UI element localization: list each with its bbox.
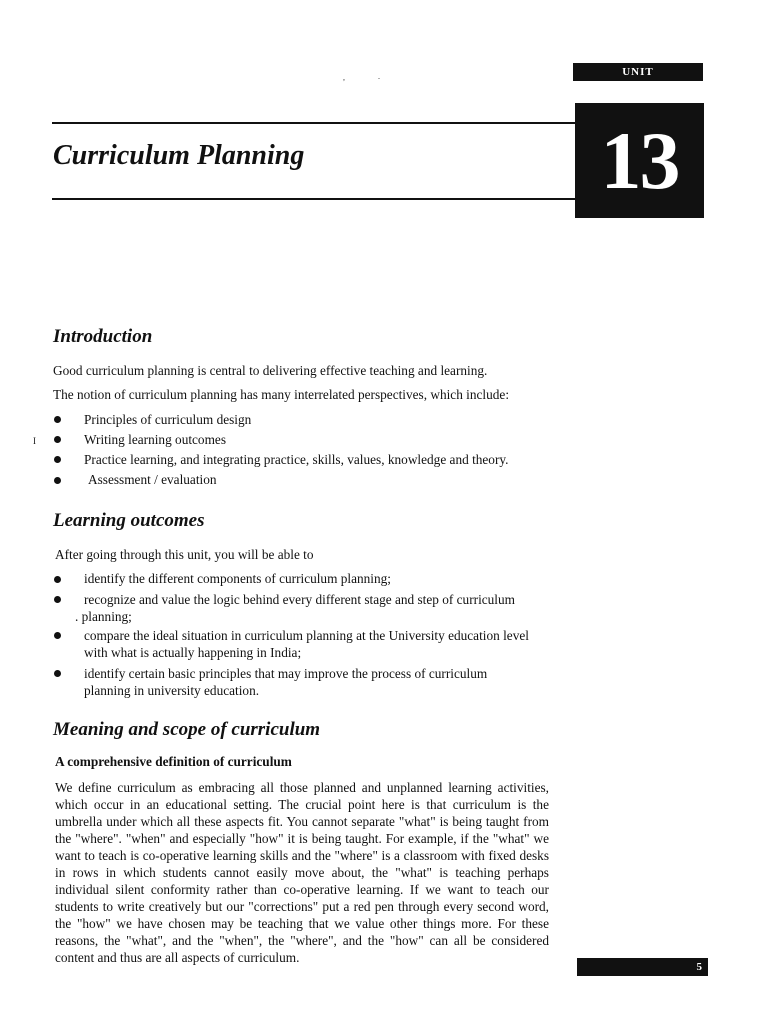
bullet-icon bbox=[54, 576, 61, 583]
chapter-title: Curriculum Planning bbox=[53, 140, 305, 171]
title-rule-top bbox=[52, 122, 575, 124]
introduction-paragraph: The notion of curriculum planning has many interrelated perspectives, which include: bbox=[53, 387, 510, 402]
page-number: 5 bbox=[577, 958, 708, 976]
bullet-icon bbox=[54, 632, 61, 639]
introduction-heading: Introduction bbox=[53, 326, 153, 347]
list-item: identify the different components of curriculum planning; bbox=[84, 571, 391, 586]
list-item: Practice learning, and integrating practice, skills, values, knowledge and theory. bbox=[84, 452, 509, 467]
bullet-icon bbox=[54, 670, 61, 677]
list-item: Writing learning outcomes bbox=[84, 432, 226, 447]
definition-subheading: A comprehensive definition of curriculum bbox=[55, 754, 292, 769]
list-item: recognize and value the logic behind every different stage and step of curriculum bbox=[84, 592, 515, 607]
introduction-paragraph: Good curriculum planning is central to delivering effective teaching and learning. bbox=[53, 363, 488, 378]
bullet-icon bbox=[54, 416, 61, 423]
list-item-continuation: planning in university education. bbox=[84, 683, 260, 698]
list-item: Principles of curriculum design bbox=[84, 412, 252, 427]
unit-label: UNIT bbox=[573, 63, 703, 81]
title-rule-bottom bbox=[52, 198, 575, 200]
learning-outcomes-heading: Learning outcomes bbox=[53, 510, 205, 531]
bullet-icon bbox=[54, 477, 61, 484]
margin-mark: I bbox=[33, 436, 36, 446]
list-item: identify certain basic principles that may improve the process of curriculum bbox=[84, 666, 488, 681]
unit-number: 13 bbox=[575, 103, 704, 218]
stray-mark: , bbox=[343, 73, 345, 82]
stray-mark: . bbox=[378, 72, 380, 81]
meaning-heading: Meaning and scope of curriculum bbox=[53, 719, 321, 740]
bullet-icon bbox=[54, 456, 61, 463]
learning-outcomes-intro: After going through this unit, you will be able to bbox=[55, 547, 314, 562]
bullet-icon bbox=[54, 436, 61, 443]
bullet-icon bbox=[54, 596, 61, 603]
definition-paragraph: We define curriculum as embracing all those planned and unplanned learning activities, which occur in an educational setting. The crucial point here is that curriculum is the umbrella under which all these aspects fit. You cannot separate "what" is being taught from the "where". "when" and especially "how" it is being taught. For example, if the "what" we want to teach is co-operative learning skills and the "where" is a classroom with fixed desks in rows in which students cannot easily move about, the "what" is teaching perhaps individual silent conformity rather than co-operative learning. If we want to teach our students to write creatively but our "corrections" put a red pen through every second word, the "how" we have chosen may be teaching that we value other things more. For these reasons, the "what", and the "when", the "where", and the "how" can all be considered content and thus are all aspects of curriculum. bbox=[55, 780, 549, 965]
list-item-continuation: with what is actually happening in India; bbox=[84, 645, 302, 660]
list-item-continuation: . planning; bbox=[75, 609, 132, 624]
list-item: compare the ideal situation in curriculum planning at the University education level bbox=[84, 628, 529, 643]
list-item: Assessment / evaluation bbox=[88, 472, 217, 487]
